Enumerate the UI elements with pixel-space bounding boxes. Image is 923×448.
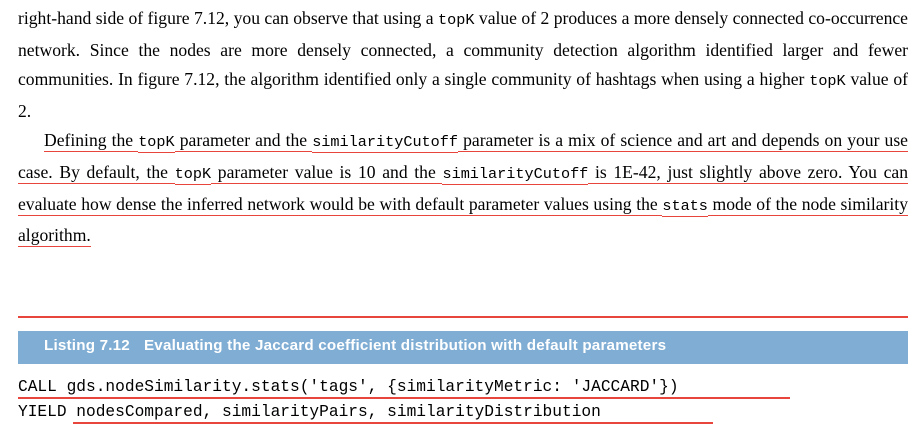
listing-title: Evaluating the Jaccard coefficient distribution with default parameters bbox=[143, 337, 667, 354]
p1-code-topk-1: topK bbox=[438, 11, 475, 29]
p2-code-stats: stats bbox=[662, 196, 708, 215]
p2-code-topk-2: topK bbox=[174, 164, 212, 183]
p1-seg-3: value of 2 produces a more densely connected co-occurrence network. Since the nodes are more densely connected, a community detection algorithm identified larger and fewer communities. In figure 7.12, the algorithm identified only a single community of hashtags when using a higher bbox=[18, 8, 908, 90]
annotation-underline-code-2 bbox=[73, 422, 713, 424]
code-line-1: CALL gds.nodeSimilarity.stats('tags', {similarityMetric: 'JACCARD'}) bbox=[18, 378, 679, 396]
p2-seg-1: Defining the bbox=[44, 130, 139, 151]
p2-seg-7: parameter value is 10 and the bbox=[211, 161, 443, 182]
listing-header bbox=[18, 331, 908, 364]
paragraph-2 bbox=[18, 126, 908, 250]
code-block bbox=[18, 375, 908, 425]
p2-seg-5: parameter is a mix of science and art and depends on your use case. By default, the bbox=[18, 130, 908, 182]
p1-seg-5: value of 2. bbox=[18, 69, 908, 121]
p2-code-topk-1: topK bbox=[138, 133, 175, 152]
body-text bbox=[18, 4, 908, 251]
p2-seg-11: mode of the node similarity algorithm. bbox=[18, 193, 908, 246]
p2-code-similaritycutoff-1: similarityCutoff bbox=[312, 133, 459, 152]
annotation-rule-above-listing bbox=[18, 316, 908, 318]
paragraph-1 bbox=[18, 4, 908, 126]
p1-code-topk-2: topK bbox=[809, 72, 846, 91]
listing-label: Listing 7.12 bbox=[44, 337, 130, 354]
p2-seg-9: is 1E-42, just slightly above zero. You can evaluate how dense the inferred network would be with default parameter values using the bbox=[18, 161, 908, 214]
p1-seg-1: right-hand side of figure 7.12, you can observe that using a bbox=[18, 8, 438, 28]
code-line-2: YIELD nodesCompared, similarityPairs, similarityDistribution bbox=[18, 403, 601, 421]
p2-seg-3: parameter and the bbox=[174, 130, 313, 151]
p2-code-similaritycutoff-2: similarityCutoff bbox=[442, 164, 589, 183]
listing-header-text bbox=[44, 337, 666, 354]
annotation-underline-code-1 bbox=[18, 397, 790, 399]
